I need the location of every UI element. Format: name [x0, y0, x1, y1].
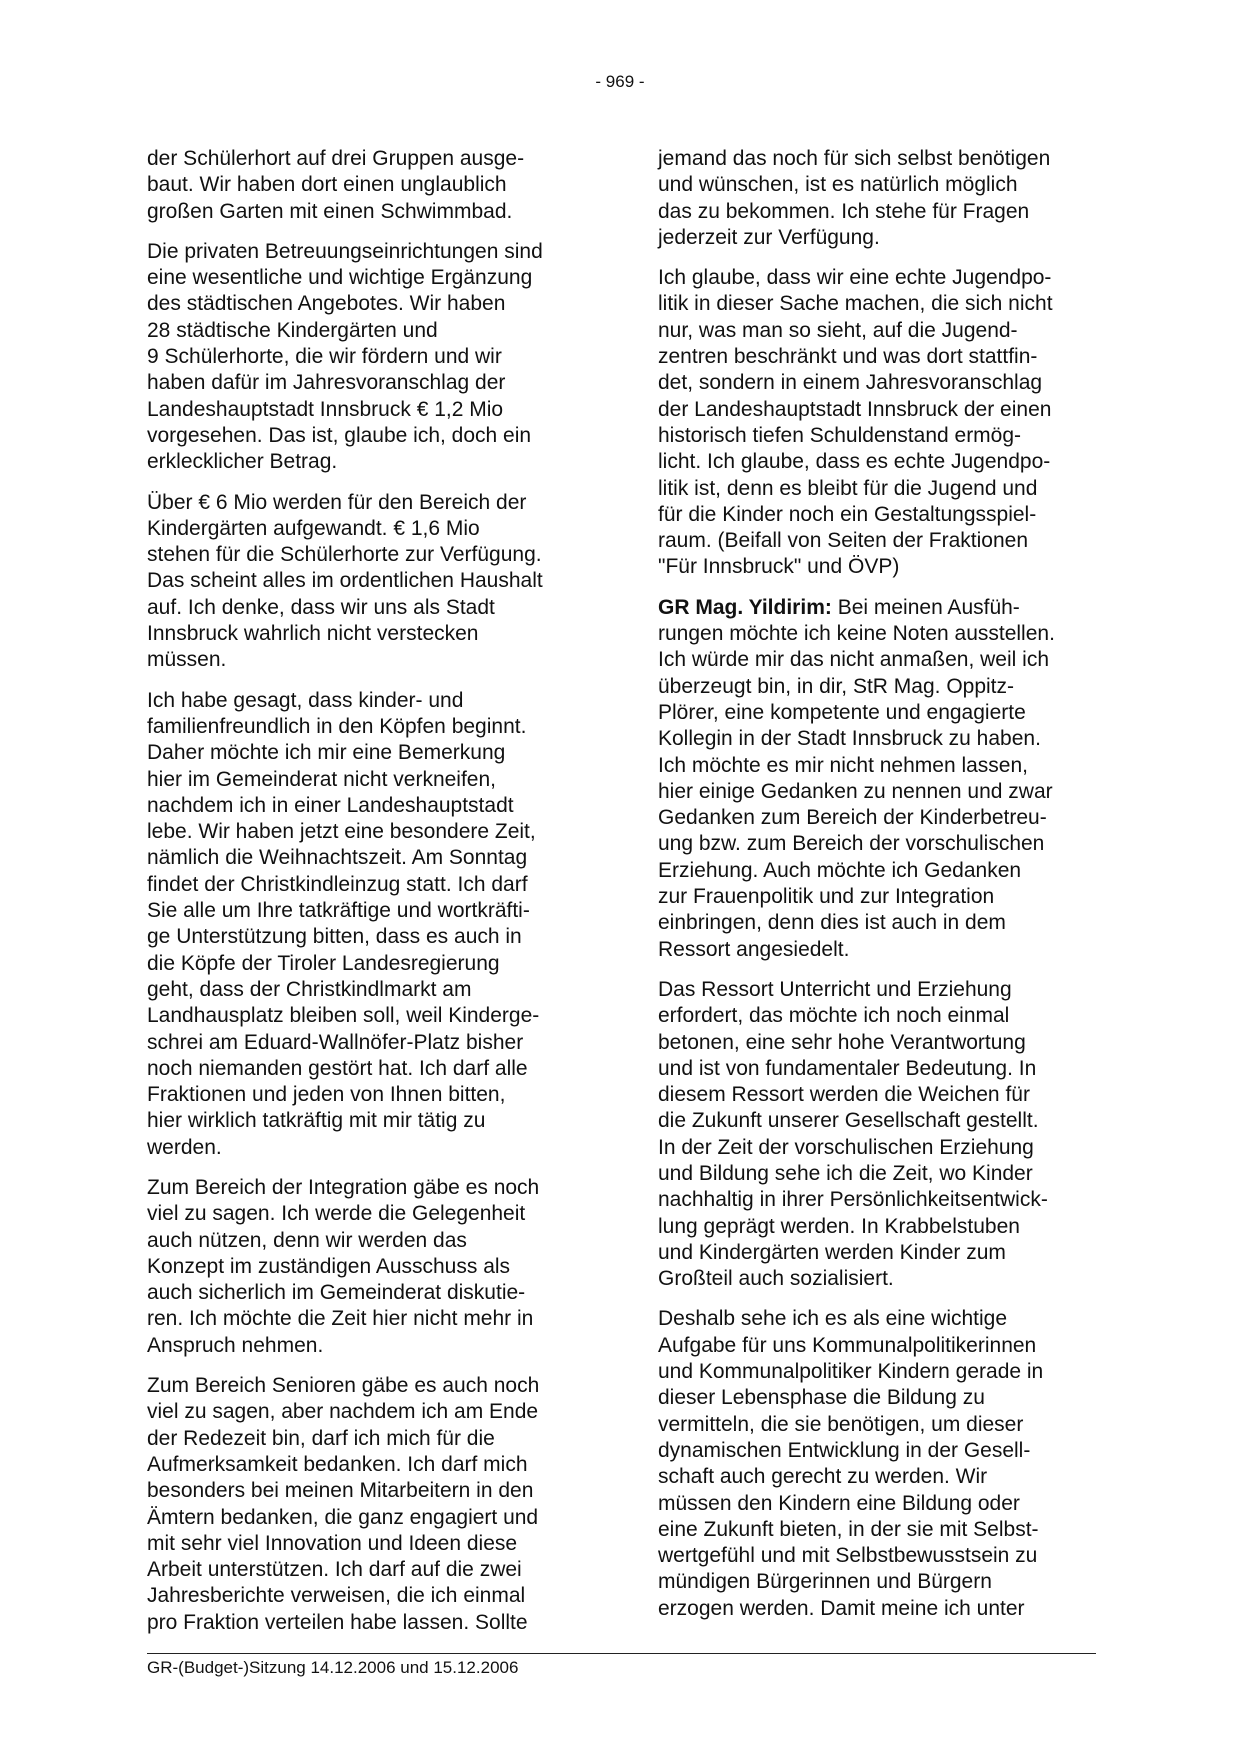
- text-line: und wünschen, ist es natürlich möglich: [658, 173, 1018, 197]
- text-line: nachhaltig in ihrer Persönlichkeitsentwick-: [658, 1188, 1048, 1212]
- text-line: und Kommunalpolitiker Kindern gerade in: [658, 1360, 1044, 1384]
- text-line: lebe. Wir haben jetzt eine besondere Zeit,: [147, 820, 536, 844]
- text-line: vermitteln, die sie benötigen, um dieser: [658, 1412, 1024, 1436]
- text-line: litik ist, denn es bleibt für die Jugend und: [658, 476, 1038, 500]
- text-line: Landeshauptstadt Innsbruck € 1,2 Mio: [147, 397, 504, 421]
- text-line: baut. Wir haben dort einen unglaublich: [147, 173, 507, 197]
- text-line: nachdem ich in einer Landeshauptstadt: [147, 793, 514, 817]
- text-line: Deshalb sehe ich es als eine wichtige: [658, 1307, 1008, 1331]
- text-line: hier wirklich tatkräftig mit mir tätig zu: [147, 1109, 486, 1133]
- text-line: Das scheint alles im ordentlichen Haushalt: [147, 569, 543, 593]
- text-line: großen Garten mit einen Schwimmbad.: [147, 199, 513, 223]
- text-line: des städtischen Angebotes. Wir haben: [147, 292, 506, 316]
- text-line: überzeugt bin, in dir, StR Mag. Oppitz-: [658, 674, 1015, 698]
- text-line: 28 städtische Kindergärten und: [147, 318, 438, 342]
- text-line: In der Zeit der vorschulischen Erziehung: [658, 1135, 1034, 1159]
- text-line: Ich glaube, dass wir eine echte Jugendpo-: [658, 266, 1052, 290]
- text-line: mündigen Bürgerinnen und Bürgern: [658, 1570, 992, 1594]
- text-line: auch sicherlich im Gemeinderat diskutie-: [147, 1281, 526, 1305]
- text-line: erzogen werden. Damit meine ich unter: [658, 1596, 1025, 1620]
- paragraph: [658, 146, 1094, 251]
- text-line: Sie alle um Ihre tatkräftige und wortkräfti-: [147, 899, 530, 923]
- text-line: Fraktionen und jeden von Ihnen bitten,: [147, 1083, 506, 1107]
- paragraph: [658, 1306, 1094, 1622]
- text-line: müssen den Kindern eine Bildung oder: [658, 1491, 1020, 1515]
- text-line: Plörer, eine kompetente und engagierte: [658, 700, 1026, 724]
- text-line: und Kindergärten werden Kinder zum: [658, 1240, 1006, 1264]
- text-line: Ich habe gesagt, dass kinder- und: [147, 688, 464, 712]
- text-line: der Landeshauptstadt Innsbruck der einen: [658, 397, 1052, 421]
- text-line: Innsbruck wahrlich nicht verstecken: [147, 622, 479, 646]
- text-line: ge Unterstützung bitten, dass es auch in: [147, 925, 522, 949]
- text-line: Über € 6 Mio werden für den Bereich der: [147, 490, 527, 514]
- footer-text: GR-(Budget-)Sitzung 14.12.2006 und 15.12.2006: [147, 1658, 519, 1677]
- text-line: Ich möchte es mir nicht nehmen lassen,: [658, 753, 1029, 777]
- text-line: det, sondern in einem Jahresvoranschlag: [658, 371, 1043, 395]
- text-line: und ist von fundamentaler Bedeutung. In: [658, 1056, 1037, 1080]
- text-line: hier im Gemeinderat nicht verkneifen,: [147, 767, 496, 791]
- text-line: Kollegin in der Stadt Innsbruck zu haben.: [658, 727, 1041, 751]
- paragraph: [147, 1175, 583, 1359]
- speaker-line: [658, 595, 1094, 621]
- text-line: zentren beschränkt und was dort stattfin-: [658, 345, 1038, 369]
- text-line: und Bildung sehe ich die Zeit, wo Kinder: [658, 1161, 1033, 1185]
- text-line: familienfreundlich in den Köpfen beginnt.: [147, 714, 527, 738]
- text-line: einbringen, denn dies ist auch in dem: [658, 911, 1006, 935]
- paragraph: [147, 146, 583, 225]
- text-line: auf. Ich denke, dass wir uns als Stadt: [147, 595, 495, 619]
- text-line: Konzept im zuständigen Ausschuss als: [147, 1254, 511, 1278]
- text-line: nämlich die Weihnachtszeit. Am Sonntag: [147, 846, 528, 870]
- text-line: die Köpfe der Tiroler Landesregierung: [147, 951, 500, 975]
- paragraph: [658, 977, 1094, 1293]
- text-line: Kindergärten aufgewandt. € 1,6 Mio: [147, 516, 480, 540]
- text-line: noch niemanden gestört hat. Ich darf alle: [147, 1056, 528, 1080]
- text-line: die Zukunft unserer Gesellschaft gestellt.: [658, 1109, 1039, 1133]
- text-line: jederzeit zur Verfügung.: [658, 225, 880, 249]
- text-line: raum. (Beifall von Seiten der Fraktionen: [658, 529, 1029, 553]
- right-column: [658, 146, 1094, 1636]
- text-line: müssen.: [147, 648, 227, 672]
- text-line: zur Frauenpolitik und zur Integration: [658, 885, 995, 909]
- speaker-name: GR Mag. Yildirim:: [658, 595, 832, 619]
- text-line: viel zu sagen. Ich werde die Gelegenheit: [147, 1202, 526, 1226]
- text-line: mit sehr viel Innovation und Ideen diese: [147, 1531, 518, 1555]
- text-line: eine wesentliche und wichtige Ergänzung: [147, 266, 533, 290]
- text-line: vorgesehen. Das ist, glaube ich, doch ein: [147, 423, 532, 447]
- text-line: nur, was man so sieht, auf die Jugend-: [658, 318, 1018, 342]
- text-line: viel zu sagen, aber nachdem ich am Ende: [147, 1400, 539, 1424]
- text-line: Gedanken zum Bereich der Kinderbetreu-: [658, 806, 1047, 830]
- text-line: pro Fraktion verteilen habe lassen. Sollte: [147, 1610, 528, 1634]
- text-line: Daher möchte ich mir eine Bemerkung: [147, 741, 506, 765]
- paragraph: [147, 688, 583, 1161]
- text-line: Die privaten Betreuungseinrichtungen sind: [147, 239, 543, 263]
- text-line: ren. Ich möchte die Zeit hier nicht mehr in: [147, 1307, 534, 1331]
- text-line: Aufgabe für uns Kommunalpolitikerinnen: [658, 1333, 1037, 1357]
- text-line: Zum Bereich Senioren gäbe es auch noch: [147, 1374, 540, 1398]
- text-line: erklecklicher Betrag.: [147, 450, 338, 474]
- text-line: das zu bekommen. Ich stehe für Fragen: [658, 199, 1030, 223]
- text-line: der Schülerhort auf drei Gruppen ausge-: [147, 147, 525, 170]
- text-line: lung geprägt werden. In Krabbelstuben: [658, 1214, 1020, 1238]
- text-line: Landhausplatz bleiben soll, weil Kinderge-: [147, 1004, 540, 1028]
- text-line: der Redezeit bin, darf ich mich für die: [147, 1426, 495, 1450]
- text-line: ung bzw. zum Bereich der vorschulischen: [658, 832, 1045, 856]
- text-line: Das Ressort Unterricht und Erziehung: [658, 977, 1012, 1001]
- text-line: dieser Lebensphase die Bildung zu: [658, 1386, 985, 1410]
- left-column: [147, 146, 583, 1650]
- text-line: besonders bei meinen Mitarbeitern in den: [147, 1479, 534, 1503]
- text-line: erfordert, das möchte ich noch einmal: [658, 1004, 1010, 1028]
- paragraph: [658, 265, 1094, 581]
- text-line: auch nützen, denn wir werden das: [147, 1228, 467, 1252]
- text-line: Jahresberichte verweisen, die ich einmal: [147, 1584, 526, 1608]
- speaker-line-text: Bei meinen Ausfüh-: [831, 595, 1020, 619]
- text-line: findet der Christkindleinzug statt. Ich darf: [147, 872, 528, 896]
- text-line: stehen für die Schülerhorte zur Verfügung.: [147, 543, 542, 567]
- text-line: betonen, eine sehr hohe Verantwortung: [658, 1030, 1026, 1054]
- page-number: - 969 -: [595, 72, 645, 91]
- text-line: Anspruch nehmen.: [147, 1333, 324, 1357]
- paragraph: [658, 595, 1094, 963]
- text-line: jemand das noch für sich selbst benötigen: [658, 147, 1051, 170]
- text-line: eine Zukunft bieten, in der sie mit Selbst-: [658, 1517, 1039, 1541]
- text-line: haben dafür im Jahresvoranschlag der: [147, 371, 506, 395]
- text-line: schaft auch gerecht zu werden. Wir: [658, 1465, 988, 1489]
- text-line: für die Kinder noch ein Gestaltungsspiel-: [658, 502, 1037, 526]
- text-line: Großteil auch sozialisiert.: [658, 1267, 894, 1291]
- text-line: werden.: [147, 1135, 222, 1159]
- text-line: 9 Schülerhorte, die wir fördern und wir: [147, 345, 502, 369]
- paragraph: [147, 490, 583, 674]
- text-line: Erziehung. Auch möchte ich Gedanken: [658, 858, 1022, 882]
- text-line: Ämtern bedanken, die ganz engagiert und: [147, 1505, 539, 1529]
- text-line: Ich würde mir das nicht anmaßen, weil ich: [658, 648, 1049, 672]
- text-line: hier einige Gedanken zu nennen und zwar: [658, 779, 1053, 803]
- text-line: litik in dieser Sache machen, die sich nicht: [658, 292, 1053, 316]
- text-line: Ressort angesiedelt.: [658, 937, 850, 961]
- text-line: diesem Ressort werden die Weichen für: [658, 1083, 1030, 1107]
- paragraph: [147, 1373, 583, 1636]
- text-line: historisch tiefen Schuldenstand ermög-: [658, 423, 1022, 447]
- footer-divider: [147, 1653, 1096, 1654]
- text-line: rungen möchte ich keine Noten ausstellen.: [658, 622, 1055, 646]
- text-line: "Für Innsbruck" und ÖVP): [658, 555, 900, 579]
- text-line: Arbeit unterstützen. Ich darf auf die zwei: [147, 1558, 522, 1582]
- paragraph: [147, 239, 583, 476]
- text-line: Zum Bereich der Integration gäbe es noch: [147, 1175, 540, 1199]
- text-line: geht, dass der Christkindlmarkt am: [147, 977, 472, 1001]
- text-line: schrei am Eduard-Wallnöfer-Platz bisher: [147, 1030, 524, 1054]
- text-line: licht. Ich glaube, dass es echte Jugendpo-: [658, 450, 1051, 474]
- text-line: wertgefühl und mit Selbstbewusstsein zu: [658, 1544, 1038, 1568]
- text-line: dynamischen Entwicklung in der Gesell-: [658, 1438, 1031, 1462]
- text-line: Aufmerksamkeit bedanken. Ich darf mich: [147, 1452, 528, 1476]
